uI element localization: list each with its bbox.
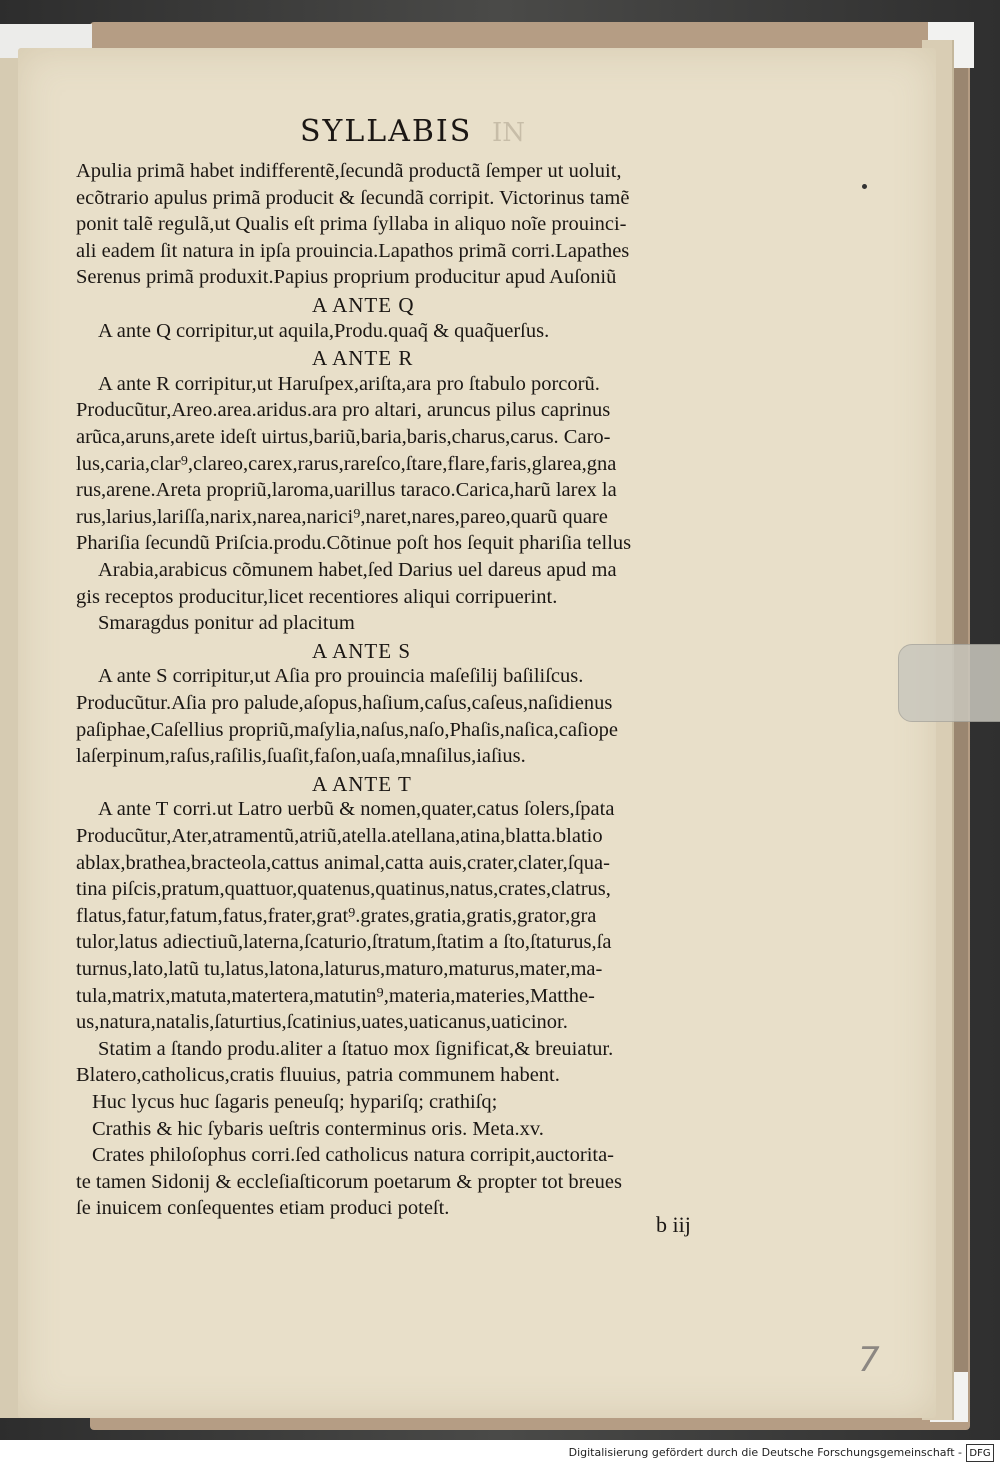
text-line: Crates philoſophus corri.ſed catholicus natura corripit,auctorita- xyxy=(92,1144,615,1167)
text-line: paſiphae,Caſellius propriũ,maſylia,naſus,naſo,Phaſis,naſica,caſiope xyxy=(76,718,618,741)
text-line: Serenus primã produxit.Papius proprium producitur apud Auſoniũ xyxy=(76,266,617,289)
text-line: Producũtur,Ater,atramentũ,atriũ,atella.atellana,atina,blatta.blatio xyxy=(76,825,603,847)
text-line: rus,larius,lariſſa,narix,narea,narici⁹,naret,nares,pareo,quarũ quare xyxy=(76,505,608,528)
text-line: lus,caria,clar⁹,clareo,carex,rarus,rareſco,ſtare,flare,faris,glarea,gna xyxy=(76,452,617,475)
text-line: Apulia primã habet indifferentẽ,ſecundã productã ſemper ut uoluit, xyxy=(76,160,622,182)
text-line: A ante R corripitur,ut Haruſpex,ariſta,ara pro ſtabulo porcorũ. xyxy=(98,372,600,395)
text-line: tulor,latus adiectiuũ,laterna,ſcaturio,ſtratum,ſtatim a ſto,ſtaturus,ſa xyxy=(76,931,612,954)
text-line: te tamen Sidonij & eccleſiaſticorum poetarum & propter tot breues xyxy=(76,1170,622,1193)
book-clasp-tab xyxy=(898,644,1000,722)
text-line: Huc lycus huc ſagaris peneuſq; hypariſq; crathiſq; xyxy=(92,1091,498,1113)
text-line: Arabia,arabicus cõmunem habet,ſed Darius uel dareus apud ma xyxy=(98,559,617,581)
text-line: tula,matrix,matuta,matertera,matutin⁹,materia,materies,Matthe- xyxy=(76,984,595,1007)
signature-mark: b iij xyxy=(656,1212,691,1237)
footer-bar xyxy=(0,1440,1000,1467)
text-line: tina piſcis,pratum,quattuor,quatenus,quatinus,natus,crates,clatrus, xyxy=(76,878,611,901)
dfg-logo: DFG xyxy=(966,1444,994,1462)
funding-note: Digitalisierung gefördert durch die Deutsche Forschungsgemeinschaft - xyxy=(568,1446,962,1459)
text-line: flatus,fatur,fatum,fatus,frater,grat⁹.grates,gratia,gratis,grator,gra xyxy=(76,904,597,927)
folio-number: 7 xyxy=(858,1340,880,1380)
section-heading-a-ante-r: A ANTE R xyxy=(312,346,414,371)
section-heading-a-ante-t: A ANTE T xyxy=(312,771,412,796)
text-line: ablax,brathea,bracteola,cattus animal,catta auis,crater,clater,ſqua- xyxy=(76,851,610,874)
text-line: turnus,lato,latũ tu,latus,latona,laturus,maturo,maturus,mater,ma- xyxy=(76,958,603,980)
text-line: A ante S corripitur,ut Aſia pro prouincia maſeſilij baſiliſcus. xyxy=(98,665,584,688)
text-line: laſerpinum,raſus,raſilis,ſuaſit,faſon,uaſa,mnaſilus,iaſius. xyxy=(76,745,526,768)
text-line: Blatero,catholicus,cratis fluuius, patria communem habent. xyxy=(76,1064,560,1087)
text-line: arũca,aruns,arete ideſt uirtus,bariũ,baria,baris,charus,carus. Caro- xyxy=(76,426,611,448)
text-line: us,natura,natalis,ſaturtius,ſcatinius,uates,uaticanus,uaticinor. xyxy=(76,1011,568,1034)
text-line: A ante T corri.ut Latro uerbũ & nomen,quater,catus ſolers,ſpata xyxy=(98,798,615,821)
section-heading-a-ante-s: A ANTE S xyxy=(312,638,412,663)
text-line: gis receptos producitur,licet recentiores aliqui corripuerint. xyxy=(76,585,558,608)
show-through-heading: IN xyxy=(492,118,526,148)
text-line: Phariſia ſecundũ Priſcia.produ.Cõtinue poſt hos ſequit phariſia tellus xyxy=(76,532,632,555)
ink-dot xyxy=(862,184,867,189)
text-line: ſe inuicem conſequentes etiam produci poteſt. xyxy=(76,1197,450,1220)
text-line: ali eadem ſit natura in ipſa prouincia.Lapathos primã corri.Lapathes xyxy=(76,239,630,262)
text-line: ponit talẽ regulã,ut Qualis eſt prima ſyllaba in aliquo noĩe prouinci- xyxy=(76,213,627,236)
text-line: Statim a ſtando produ.aliter a ſtatuo mox ſignificat,& breuiatur. xyxy=(98,1037,614,1060)
page-heading: SYLLABIS xyxy=(300,114,473,149)
section-heading-a-ante-q: A ANTE Q xyxy=(312,293,415,317)
text-line: A ante Q corripitur,ut aquila,Produ.quaq̃ & quaq̃uerſus. xyxy=(98,319,550,342)
text-line: ecõtrario apulus primã producit & ſecundã corripit. Victorinus tamẽ xyxy=(76,186,630,209)
text-line: Crathis & hic ſybaris ueſtris conterminus oris. Meta.xv. xyxy=(92,1117,544,1140)
text-line: Producũtur.Aſia pro palude,aſopus,haſium,caſus,caſeus,naſidienus xyxy=(76,692,613,714)
text-line: Smaragdus ponitur ad placitum xyxy=(98,612,355,635)
text-line: Producũtur,Areo.area.aridus.ara pro altari, aruncus pilus caprinus xyxy=(76,399,611,422)
text-line: rus,arene.Areta propriũ,laroma,uarillus taraco.Carica,harũ larex la xyxy=(76,479,617,502)
